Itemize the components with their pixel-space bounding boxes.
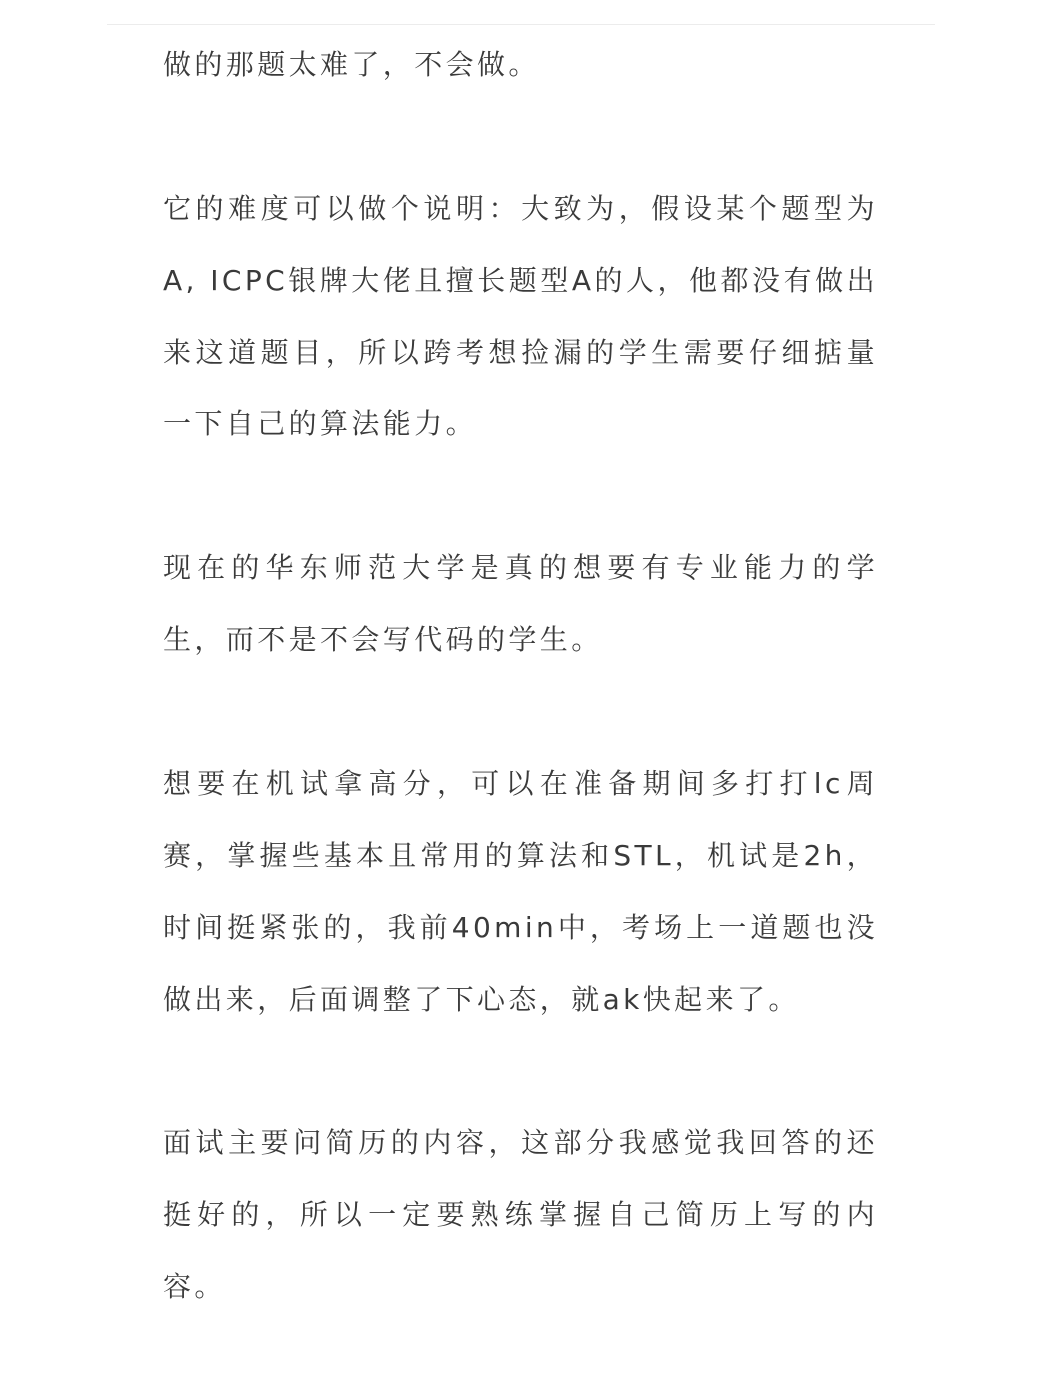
paragraph-line: 现在的华东师范大学是真的想要有专业能力的学 (163, 551, 878, 585)
paragraph-line: 做出来，后面调整了下心态，就ak快起来了。 (163, 982, 800, 1016)
paragraph-line: 容。 (163, 1270, 226, 1304)
paragraph-line: 面试主要问简历的内容，这部分我感觉我回答的还 (163, 1126, 878, 1160)
article-body (163, 29, 878, 1323)
paragraph-line: 时间挺紧张的，我前40min中，考场上一道题也没 (163, 910, 878, 944)
top-divider (107, 24, 935, 25)
paragraph-line: 来这道题目，所以跨考想捡漏的学生需要仔细掂量 (163, 335, 878, 369)
paragraph (163, 29, 878, 101)
paragraph-line: 想要在机试拿高分，可以在准备期间多打打lc周 (163, 766, 878, 800)
paragraph-line: 它的难度可以做个说明：大致为，假设某个题型为 (163, 191, 878, 225)
paragraph (163, 748, 878, 1036)
paragraph (163, 173, 878, 461)
paragraph-line: 赛，掌握些基本且常用的算法和STL，机试是2h， (163, 838, 878, 872)
paragraph-line: A, ICPC银牌大佬且擅长题型A的人，他都没有做出 (163, 263, 878, 297)
paragraph (163, 532, 878, 676)
paragraph-line: 生，而不是不会写代码的学生。 (163, 623, 603, 657)
paragraph-line: 挺好的，所以一定要熟练掌握自己简历上写的内 (163, 1198, 878, 1232)
paragraph (163, 1107, 878, 1323)
paragraph-line: 一下自己的算法能力。 (163, 407, 478, 441)
paragraph-line: 做的那题太难了，不会做。 (163, 48, 540, 81)
